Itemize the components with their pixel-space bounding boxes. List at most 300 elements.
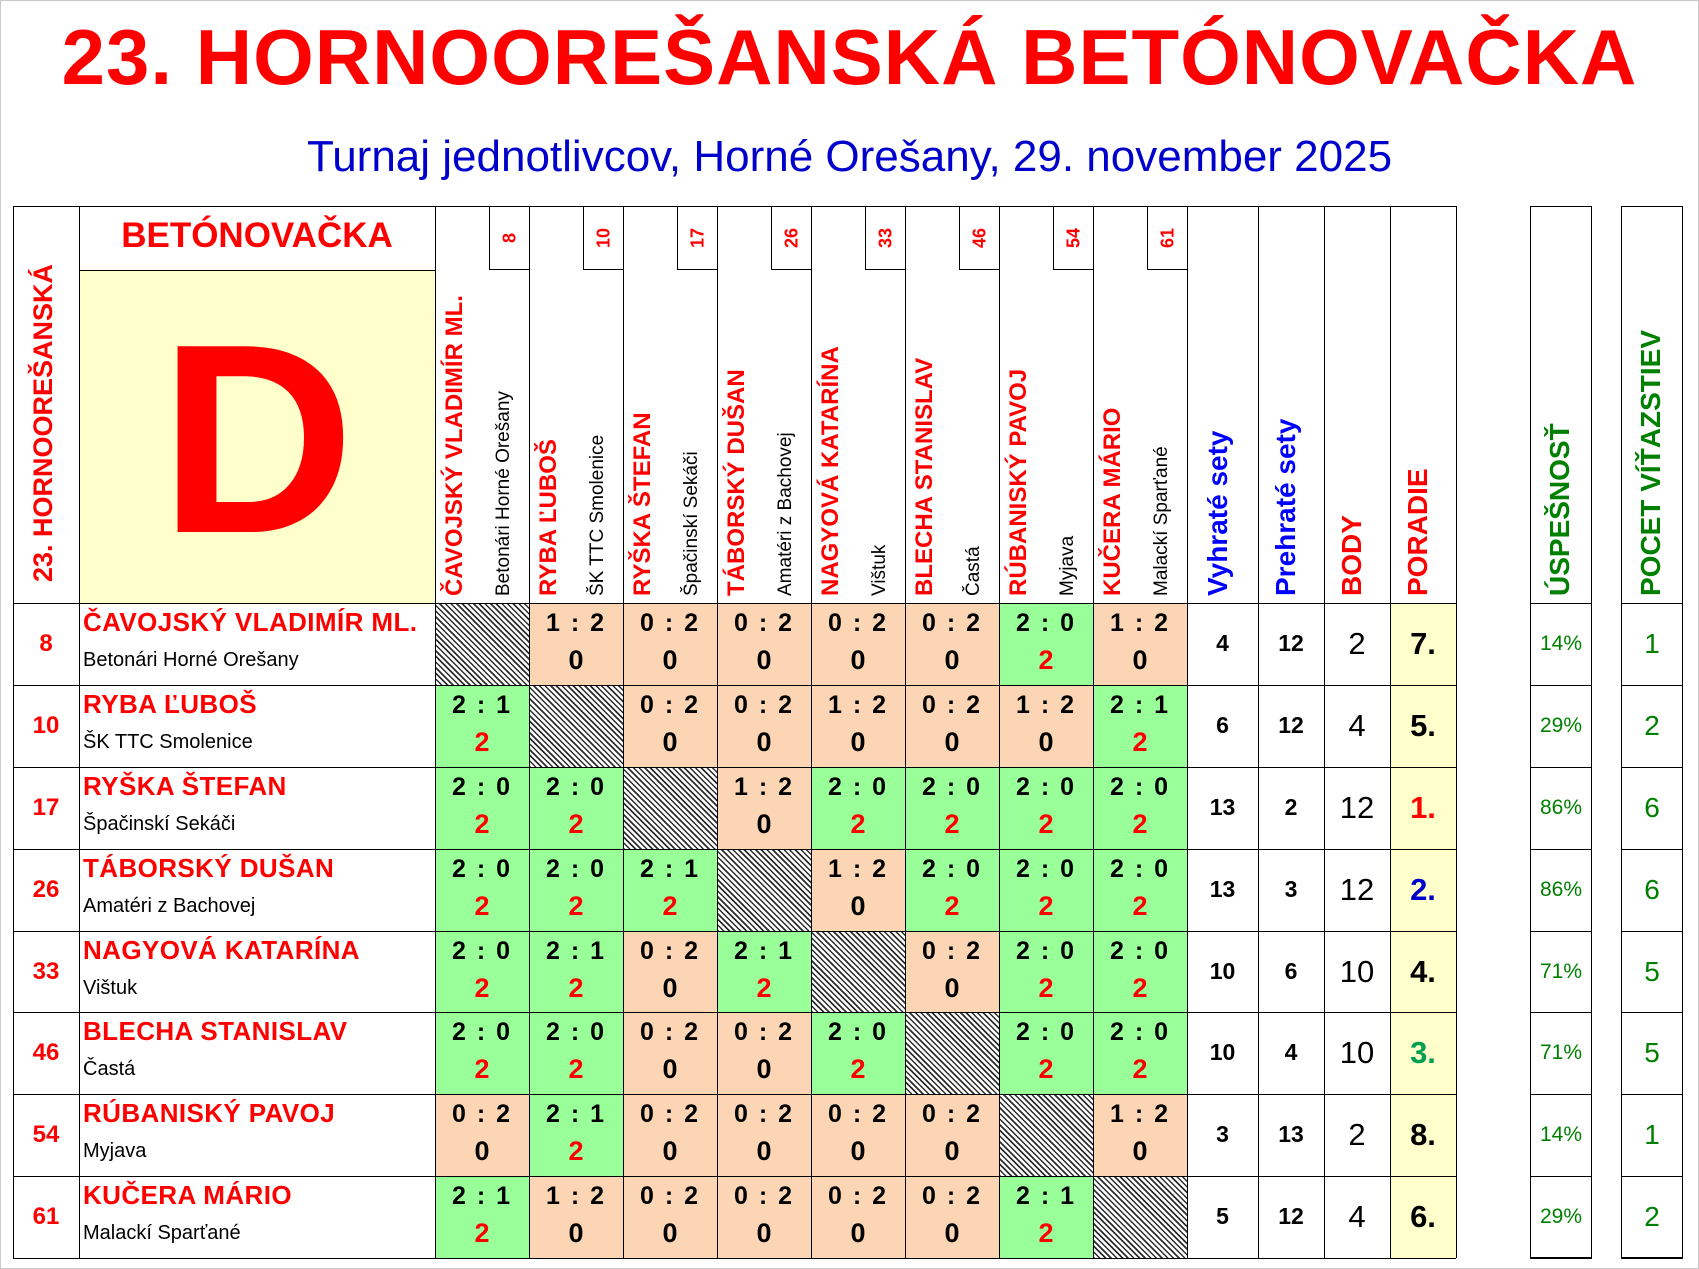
grid-line	[435, 206, 436, 1258]
row-player-name: TÁBORSKÝ DUŠAN	[83, 852, 335, 883]
match-score: 2 : 0	[1015, 854, 1077, 883]
column-header-club: Častá	[963, 546, 984, 596]
match-points: 0	[662, 1054, 678, 1085]
match-points: 2	[474, 972, 490, 1003]
match-cell	[999, 685, 1093, 767]
stat-success: 86%	[1539, 877, 1583, 901]
match-score: 2 : 1	[451, 1182, 513, 1211]
match-score: 2 : 0	[545, 1018, 607, 1047]
match-cell	[811, 767, 905, 849]
row-number: 33	[32, 957, 60, 985]
stat-points: 12	[1339, 789, 1375, 825]
column-header-player-name: NAGYOVÁ KATARÍNA	[817, 346, 844, 596]
grid-line	[1258, 206, 1259, 1258]
match-points: 0	[756, 1218, 772, 1249]
stat-lost: 6	[1284, 957, 1298, 984]
column-header-player-name: BLECHA STANISLAV	[911, 357, 938, 596]
match-points: 2	[1038, 1054, 1054, 1085]
match-cell	[811, 603, 905, 685]
grid-line	[13, 931, 1456, 932]
match-cell	[435, 1176, 529, 1258]
row-player-name: RYŠKA ŠTEFAN	[83, 770, 287, 801]
match-score: 2 : 0	[1015, 936, 1077, 965]
stat-won: 13	[1209, 875, 1236, 902]
match-points: 2	[1038, 972, 1054, 1003]
grid-line	[999, 206, 1000, 1258]
stat-won: 10	[1209, 1039, 1236, 1066]
match-score: 2 : 0	[921, 854, 983, 883]
match-score: 2 : 0	[1109, 936, 1171, 965]
match-score: 0 : 2	[639, 1182, 701, 1211]
stat-points: 4	[1348, 707, 1366, 743]
match-score: 2 : 0	[827, 1018, 889, 1047]
match-score: 0 : 2	[921, 936, 983, 965]
match-cell	[905, 931, 999, 1013]
column-header-player-name: RÚBANISKÝ PAVOJ	[1005, 368, 1032, 596]
row-number: 46	[32, 1039, 60, 1067]
row-player-name: KUČERA MÁRIO	[83, 1180, 292, 1211]
row-player-club: ŠK TTC Smolenice	[83, 730, 253, 753]
match-points: 2	[756, 972, 772, 1003]
column-header-player-name: TÁBORSKÝ DUŠAN	[723, 369, 750, 596]
match-cell	[1093, 767, 1187, 849]
match-cell	[905, 1176, 999, 1258]
stat-lost: 4	[1284, 1039, 1298, 1066]
self-match-cell	[623, 767, 717, 849]
match-points: 2	[568, 1054, 584, 1085]
corner-side-label: 23. HORNOOREŠANSKÁ	[28, 263, 58, 582]
match-points: 0	[756, 1136, 772, 1167]
row-number: 17	[32, 793, 60, 821]
stat-lost: 12	[1278, 1203, 1304, 1230]
stat-lost: 13	[1278, 1121, 1304, 1148]
match-points: 0	[850, 1218, 866, 1249]
stat-lost: 12	[1278, 630, 1304, 656]
match-score: 2 : 0	[451, 936, 513, 965]
match-points: 2	[474, 1054, 490, 1085]
self-match-cell	[435, 603, 529, 685]
match-cell	[1093, 685, 1187, 767]
grid-line	[811, 206, 812, 1258]
grid-line	[1093, 206, 1094, 1258]
match-cell	[811, 1094, 905, 1176]
corner-top-label: BETÓNOVAČKA	[121, 216, 393, 255]
column-header-player-name: ČAVOJSKÝ VLADIMÍR ML.	[441, 295, 468, 596]
match-score: 0 : 2	[639, 690, 701, 719]
match-score: 2 : 0	[545, 854, 607, 883]
grid-line	[13, 603, 1456, 604]
match-cell	[435, 685, 529, 767]
column-header-club: Amatéri z Bachovej	[775, 432, 796, 596]
match-score: 0 : 2	[733, 1018, 795, 1047]
stat-points: 10	[1339, 1035, 1375, 1071]
match-cell	[999, 1176, 1093, 1258]
column-header-club: Betonári Horné Orešany	[493, 391, 514, 596]
match-points: 2	[474, 1218, 490, 1249]
header-wins: POCET VÍŤAZSTIEV	[1635, 329, 1666, 596]
page-subtitle: Turnaj jednotlivcov, Horné Orešany, 29. november 2025	[306, 132, 1393, 181]
match-points: 2	[1038, 1218, 1054, 1249]
row-player-name: ČAVOJSKÝ VLADIMÍR ML.	[83, 607, 418, 637]
match-cell	[811, 849, 905, 931]
match-cell	[811, 1176, 905, 1258]
match-score: 0 : 2	[827, 609, 889, 637]
grid-line	[13, 1094, 1456, 1095]
match-score: 0 : 2	[639, 609, 701, 637]
match-cell	[623, 931, 717, 1013]
match-score: 2 : 0	[921, 772, 983, 801]
column-header-number	[771, 206, 811, 270]
match-cell	[1093, 849, 1187, 931]
match-score: 1 : 2	[827, 690, 889, 719]
column-header-number	[1053, 206, 1093, 270]
match-points: 0	[756, 808, 772, 839]
match-cell	[717, 1012, 811, 1094]
match-score: 0 : 2	[733, 609, 795, 637]
match-points: 2	[474, 890, 490, 921]
match-cell	[1093, 1094, 1187, 1176]
stat-wins: 5	[1644, 955, 1660, 987]
stat-success: 14%	[1539, 632, 1583, 655]
match-points: 0	[756, 1054, 772, 1085]
match-points: 0	[850, 726, 866, 757]
self-match-cell	[529, 685, 623, 767]
row-player-name: BLECHA STANISLAV	[83, 1016, 348, 1047]
match-cell	[717, 1094, 811, 1176]
column-header-number-text: 26	[781, 227, 801, 248]
column-header-number	[677, 206, 717, 270]
match-points: 0	[662, 645, 678, 675]
match-points: 2	[944, 808, 960, 839]
match-score: 0 : 2	[733, 1100, 795, 1129]
self-match-cell	[905, 1012, 999, 1094]
match-cell	[905, 685, 999, 767]
stat-wins: 2	[1644, 709, 1660, 741]
match-cell	[529, 767, 623, 849]
match-cell	[905, 603, 999, 685]
match-points: 0	[944, 1218, 960, 1249]
side-row-line	[1530, 1258, 1592, 1259]
grid-line	[13, 206, 1456, 207]
column-header-player-name: RYBA ĽUBOŠ	[535, 439, 562, 596]
column-header-number-text: 54	[1063, 227, 1083, 248]
row-number: 26	[32, 875, 60, 903]
match-score: 1 : 2	[545, 1182, 607, 1211]
match-points: 2	[944, 890, 960, 921]
match-cell	[435, 931, 529, 1013]
grid-line	[13, 1012, 1456, 1013]
header-success: ÚSPEŠNOSŤ	[1544, 423, 1575, 596]
stat-rank: 6.	[1410, 1199, 1436, 1235]
match-score: 2 : 1	[1015, 1182, 1077, 1211]
stat-points: 4	[1348, 1199, 1366, 1235]
row-player-club: Myjava	[83, 1140, 147, 1163]
match-cell	[717, 1176, 811, 1258]
match-score: 1 : 2	[1015, 690, 1077, 719]
match-points: 0	[1038, 726, 1054, 757]
column-header-club: Myjava	[1057, 535, 1078, 596]
stat-won: 6	[1216, 711, 1229, 738]
match-cell	[999, 603, 1093, 685]
column-header-number	[865, 206, 905, 270]
match-points: 2	[568, 972, 584, 1003]
match-cell	[717, 931, 811, 1013]
column-header-club: Špačinskí Sekáči	[681, 451, 702, 596]
stat-wins: 2	[1644, 1201, 1660, 1233]
column-header-number-text: 61	[1157, 227, 1177, 248]
row-player-club: Špačinskí Sekáči	[83, 812, 236, 835]
header-lost: Prehraté sety	[1270, 418, 1301, 596]
header-won: Vyhraté sety	[1201, 430, 1233, 596]
match-points: 2	[1132, 1054, 1148, 1085]
row-player-club: Malackí Sparťané	[83, 1222, 241, 1245]
stat-won: 3	[1216, 1121, 1229, 1148]
match-points: 0	[850, 890, 866, 921]
match-points: 2	[568, 890, 584, 921]
match-score: 2 : 0	[827, 772, 889, 801]
column-header-number-text: 8	[499, 232, 519, 243]
match-score: 0 : 2	[639, 936, 701, 965]
grid-line	[1324, 206, 1325, 1258]
stat-lost: 3	[1284, 875, 1298, 902]
match-cell	[717, 767, 811, 849]
stat-won: 4	[1216, 630, 1229, 656]
stat-success: 14%	[1539, 1123, 1583, 1147]
grid-line	[79, 270, 435, 271]
grid-line	[1456, 206, 1457, 1258]
match-score: 0 : 2	[827, 1182, 889, 1211]
match-score: 1 : 2	[827, 854, 889, 883]
match-score: 1 : 2	[1109, 609, 1171, 637]
page-title: 23. HORNOOREŠANSKÁ BETÓNOVAČKA	[61, 13, 1638, 101]
column-header-club: Malackí Sparťané	[1151, 446, 1172, 596]
stat-rank: 5.	[1410, 707, 1436, 743]
match-cell	[529, 849, 623, 931]
match-cell	[623, 603, 717, 685]
stat-success: 29%	[1539, 713, 1583, 737]
match-cell	[999, 767, 1093, 849]
row-number: 54	[32, 1121, 60, 1149]
match-points: 0	[944, 726, 960, 757]
match-points: 2	[568, 1136, 584, 1167]
stat-rank: 4.	[1410, 953, 1436, 989]
stat-wins: 5	[1644, 1037, 1660, 1069]
stat-points: 2	[1348, 626, 1366, 661]
match-score: 0 : 2	[921, 609, 983, 637]
match-points: 0	[1132, 1136, 1148, 1167]
row-number: 61	[32, 1203, 60, 1231]
row-number: 10	[32, 711, 60, 739]
match-score: 2 : 1	[545, 936, 607, 965]
match-score: 0 : 2	[921, 1182, 983, 1211]
match-score: 2 : 1	[639, 854, 701, 883]
match-points: 0	[850, 645, 866, 675]
column-header-number-text: 17	[687, 227, 707, 248]
stat-wins: 6	[1644, 791, 1660, 823]
stat-rank: 2.	[1410, 871, 1436, 907]
match-points: 2	[1038, 890, 1054, 921]
grid-line	[13, 685, 1456, 686]
stat-rank: 7.	[1410, 626, 1436, 661]
self-match-cell	[999, 1094, 1093, 1176]
grid-line	[13, 206, 14, 1258]
match-points: 0	[662, 1218, 678, 1249]
match-points: 0	[756, 645, 772, 675]
stat-won: 5	[1216, 1203, 1229, 1230]
stat-points: 12	[1339, 871, 1375, 907]
match-cell	[999, 1012, 1093, 1094]
match-points: 2	[1132, 808, 1148, 839]
stat-won: 13	[1209, 793, 1236, 820]
match-cell	[717, 603, 811, 685]
match-points: 2	[568, 808, 584, 839]
match-score: 1 : 2	[545, 609, 607, 637]
match-cell	[623, 1094, 717, 1176]
match-cell	[905, 849, 999, 931]
match-cell	[1093, 603, 1187, 685]
self-match-cell	[811, 931, 905, 1013]
column-header-number-text: 10	[593, 227, 613, 248]
match-score: 0 : 2	[827, 1100, 889, 1129]
match-score: 2 : 0	[451, 1018, 513, 1047]
match-points: 2	[1132, 890, 1148, 921]
match-score: 2 : 1	[1109, 690, 1171, 719]
match-points: 0	[474, 1136, 490, 1167]
match-cell	[529, 603, 623, 685]
stat-points: 10	[1339, 953, 1375, 989]
match-score: 2 : 0	[1109, 1018, 1171, 1047]
match-score: 2 : 0	[545, 772, 607, 801]
stat-points: 2	[1348, 1117, 1366, 1153]
grid-line	[13, 849, 1456, 850]
row-player-club: Betonári Horné Orešany	[83, 649, 299, 671]
column-header-number	[583, 206, 623, 270]
self-match-cell	[717, 849, 811, 931]
match-score: 1 : 2	[1109, 1100, 1171, 1129]
match-cell	[435, 1012, 529, 1094]
match-cell	[1093, 931, 1187, 1013]
match-cell	[529, 1176, 623, 1258]
stat-success: 29%	[1539, 1205, 1583, 1229]
match-cell	[1093, 1012, 1187, 1094]
stat-rank: 8.	[1410, 1117, 1436, 1153]
header-rank: PORADIE	[1402, 468, 1433, 596]
match-cell	[623, 849, 717, 931]
header-points: BODY	[1336, 515, 1367, 596]
match-score: 2 : 0	[1015, 1018, 1077, 1047]
match-points: 2	[1038, 645, 1054, 675]
column-header-number	[1147, 206, 1187, 270]
match-cell	[811, 1012, 905, 1094]
grid-line	[717, 206, 718, 1258]
grid-line	[1187, 206, 1188, 1258]
column-header-number	[959, 206, 999, 270]
match-cell	[905, 767, 999, 849]
column-header-number	[489, 206, 529, 270]
row-player-name: RÚBANISKÝ PAVOJ	[83, 1098, 336, 1129]
match-points: 2	[1038, 808, 1054, 839]
stat-rank: 3.	[1410, 1035, 1436, 1071]
match-cell	[717, 685, 811, 767]
match-points: 2	[474, 808, 490, 839]
stat-success: 86%	[1539, 795, 1583, 819]
stat-wins: 1	[1644, 1119, 1660, 1151]
match-score: 2 : 0	[451, 772, 513, 801]
match-score: 2 : 0	[1015, 609, 1077, 637]
match-score: 0 : 2	[921, 1100, 983, 1129]
column-header-player-name: KUČERA MÁRIO	[1099, 407, 1126, 596]
column-header-club: ŠK TTC Smolenice	[587, 434, 608, 596]
match-points: 0	[944, 972, 960, 1003]
grid-line	[623, 206, 624, 1258]
match-points: 0	[662, 726, 678, 757]
match-cell	[623, 685, 717, 767]
stat-won: 10	[1209, 957, 1236, 984]
match-score: 2 : 0	[1109, 772, 1171, 801]
match-score: 1 : 2	[733, 772, 795, 801]
row-player-name: RYBA ĽUBOŠ	[83, 688, 257, 719]
match-score: 0 : 2	[921, 690, 983, 719]
match-score: 0 : 2	[639, 1100, 701, 1129]
match-cell	[435, 849, 529, 931]
match-points: 0	[944, 645, 960, 675]
column-header-club: Vištuk	[869, 544, 890, 596]
column-header-number-text: 46	[969, 227, 989, 248]
grid-line	[79, 206, 80, 1258]
grid-line	[529, 206, 530, 1258]
side-row-line	[1621, 1258, 1683, 1259]
column-header-player-name: RYŠKA ŠTEFAN	[629, 412, 656, 596]
row-number: 8	[39, 630, 53, 657]
match-score: 0 : 2	[639, 1018, 701, 1047]
stat-success: 71%	[1539, 959, 1583, 983]
grid-line	[13, 1176, 1456, 1177]
match-cell	[811, 685, 905, 767]
grid-line	[13, 1258, 1456, 1259]
match-cell	[999, 931, 1093, 1013]
match-points: 0	[568, 645, 584, 675]
match-cell	[435, 767, 529, 849]
match-points: 0	[756, 726, 772, 757]
match-cell	[529, 1094, 623, 1176]
match-points: 2	[850, 808, 866, 839]
match-points: 2	[850, 1054, 866, 1085]
row-player-name: NAGYOVÁ KATARÍNA	[83, 934, 360, 965]
match-score: 0 : 2	[451, 1100, 513, 1129]
self-match-cell	[1093, 1176, 1187, 1258]
match-points: 0	[850, 1136, 866, 1167]
row-player-club: Častá	[83, 1058, 136, 1081]
stat-lost: 12	[1278, 711, 1304, 738]
match-score: 2 : 1	[545, 1100, 607, 1129]
match-points: 2	[474, 726, 490, 757]
match-cell	[905, 1094, 999, 1176]
match-score: 2 : 0	[1015, 772, 1077, 801]
stat-wins: 6	[1644, 873, 1660, 905]
match-score: 2 : 0	[1109, 854, 1171, 883]
match-points: 0	[568, 1218, 584, 1249]
match-cell	[435, 1094, 529, 1176]
column-header-number-text: 33	[875, 227, 895, 248]
match-points: 2	[1132, 726, 1148, 757]
match-points: 0	[662, 1136, 678, 1167]
match-points: 0	[662, 972, 678, 1003]
match-points: 2	[662, 890, 678, 921]
grid-line	[1390, 206, 1391, 1258]
stat-success: 71%	[1539, 1041, 1583, 1065]
grid-line	[13, 767, 1456, 768]
match-score: 2 : 1	[733, 936, 795, 965]
